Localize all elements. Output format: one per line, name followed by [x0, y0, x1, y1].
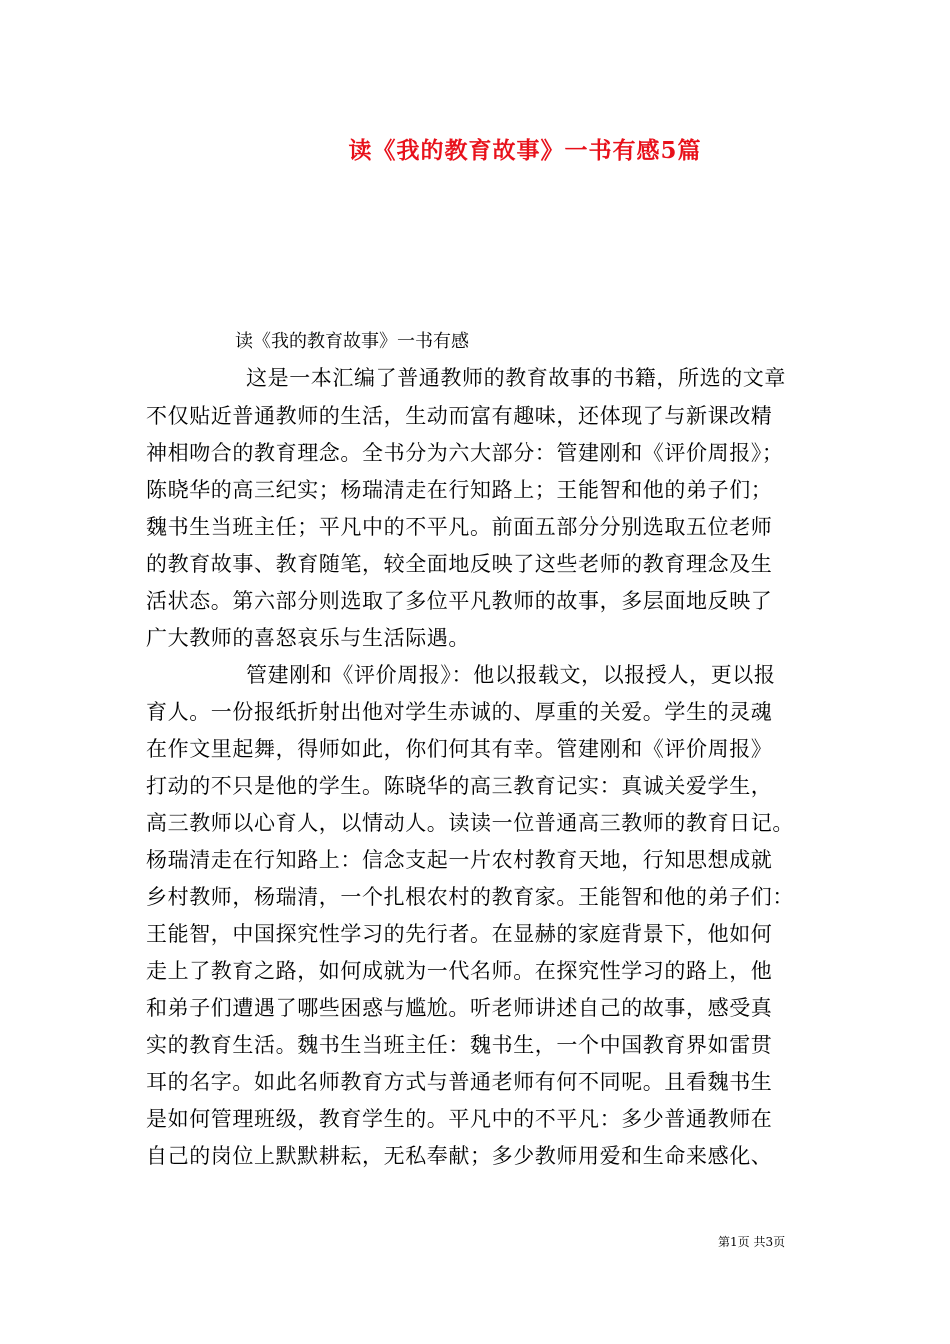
paragraph-line: 不仅贴近普通教师的生活，生动而富有趣味，还体现了与新课改精	[146, 404, 773, 428]
paragraph-line: 在作文里起舞，得师如此，你们何其有幸。管建刚和《评价周报》	[146, 737, 773, 761]
paragraph-line: 实的教育生活。魏书生当班主任：魏书生，一个中国教育界如雷贯	[146, 1033, 773, 1057]
paragraph-line: 神相吻合的教育理念。全书分为六大部分：管建刚和《评价周报》；	[146, 441, 784, 465]
paragraph-line: 的教育故事、教育随笔，较全面地反映了这些老师的教育理念及生	[146, 552, 773, 576]
paragraph-line: 走上了教育之路，如何成就为一代名师。在探究性学习的路上，他	[146, 959, 773, 983]
paragraph-line: 杨瑞清走在行知路上：信念支起一片农村教育天地，行知思想成就	[146, 848, 773, 872]
paragraph-line: 管建刚和《评价周报》：他以报载文，以报授人，更以报	[246, 663, 776, 687]
paragraph-line: 育人。一份报纸折射出他对学生赤诚的、厚重的关爱。学生的灵魂	[146, 700, 773, 724]
paragraph-line: 和弟子们遭遇了哪些困惑与尴尬。听老师讲述自己的故事，感受真	[146, 996, 773, 1020]
article-heading: 读《我的教育故事》一书有感	[235, 331, 469, 352]
paragraph-line: 活状态。第六部分则选取了多位平凡教师的故事，多层面地反映了	[146, 589, 773, 613]
paragraph-line: 是如何管理班级，教育学生的。平凡中的不平凡：多少普通教师在	[146, 1107, 773, 1131]
paragraph-line: 魏书生当班主任；平凡中的不平凡。前面五部分分别选取五位老师	[146, 515, 773, 539]
paragraph-line: 高三教师以心育人，以情动人。读读一位普通高三教师的教育日记。	[146, 811, 794, 835]
paragraph-line: 广大教师的喜怒哀乐与生活际遇。	[146, 626, 470, 650]
paragraph-line: 乡村教师，杨瑞清，一个扎根农村的教育家。王能智和他的弟子们：	[146, 885, 794, 909]
paragraph-line: 自己的岗位上默默耕耘，无私奉献；多少教师用爱和生命来感化、	[146, 1144, 773, 1168]
document-title: 读《我的教育故事》一书有感5篇	[348, 137, 702, 164]
paragraph-line: 打动的不只是他的学生。陈晓华的高三教育记实：真诚关爱学生，	[146, 774, 773, 798]
paragraph-line: 陈晓华的高三纪实；杨瑞清走在行知路上；王能智和他的弟子们；	[146, 478, 773, 502]
page-number-footer: 第1页 共3页	[718, 1235, 786, 1249]
paragraph-line: 这是一本汇编了普通教师的教育故事的书籍，所选的文章	[246, 366, 786, 390]
paragraph-line: 王能智，中国探究性学习的先行者。在显赫的家庭背景下，他如何	[146, 922, 773, 946]
paragraph-line: 耳的名字。如此名师教育方式与普通老师有何不同呢。且看魏书生	[146, 1070, 773, 1094]
